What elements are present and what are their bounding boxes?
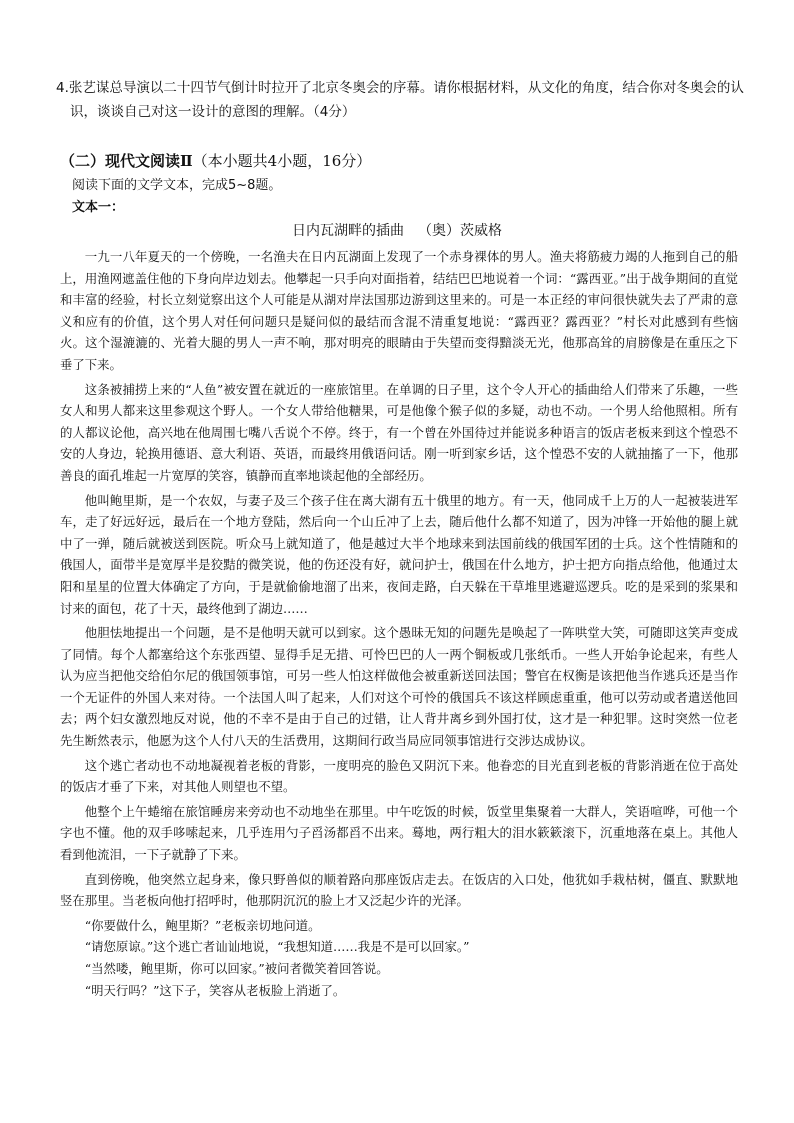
question-4: 4.张艺谋总导演以二十四节气倒计时拉开了北京冬奥会的序幕。请你根据材料，从文化的角度，结合你对冬奥会的认识，谈谈自己对这一设计的意图的理解。（4分） bbox=[56, 80, 744, 120]
section-title: （二）现代文阅读Ⅱ bbox=[60, 152, 193, 170]
article-dialog-line: “请您原谅。”这个逃亡者讪讪地说，“我想知道……我是不是可以回家。” bbox=[84, 939, 470, 955]
article-paragraph: 直到傍晚，他突然立起身来，像只野兽似的顺着路向那座饭店走去。在饭店的入口处，他犹如手栽枯树，僵直、默默地竖在那里。当老板向他打招呼时，他那阴沉沉的脸上才又泛起少许的光泽。 bbox=[60, 871, 738, 909]
article-paragraph: 这个逃亡者动也不动地凝视着老板的背影，一度明亮的脸色又阴沉下来。他眷恋的目光直到老板的背影消逝在位于高处的饭店才垂了下来，对其他人则望也不望。 bbox=[60, 757, 738, 795]
article-paragraph: 这条被捕捞上来的“人鱼”被安置在就近的一座旅馆里。在单调的日子里，这个令人开心的插曲给人们带来了乐趣，一些女人和男人都来这里参观这个野人。一个女人带给他糖果，可是他像个猴子似的多疑，动也不动。一个男人给他照相。所有的人都议论他，高兴地在他周围七嘴八舌说个不停。终于，有一个曾在外国待过并能说多种语言的饭店老板来到这个惶恐不安的人身边，轮换用德语、意大利语、英语，而最终用俄语问话。刚一听到家乡话，这个惶恐不安的人就抽搐了一下，他那善良的面孔堆起一片宽厚的笑容，镇静而直率地谈起他的全部经历。 bbox=[60, 381, 738, 483]
reading-instruction: 阅读下面的文学文本，完成5~8题。 bbox=[72, 178, 282, 193]
article-title: 日内瓦湖畔的插曲 bbox=[292, 223, 404, 239]
article-dialog-line: “明天行吗？”这下子，笑容从老板脸上消逝了。 bbox=[84, 982, 346, 998]
section-heading bbox=[60, 150, 371, 172]
article-paragraph: 他叫鲍里斯，是一个农奴，与妻子及三个孩子住在离大湖有五十俄里的地方。有一天，他同成千上万的人一起被装进军车，走了好远好远，最后在一个地方登陆，然后向一个山丘冲了上去，随后他什么都不知道了，因为冲锋一开始他的腿上就中了一弹，随后就被送到医院。听众马上就知道了，他是越过大半个地球来到法国前线的俄国军团的士兵。这个性情随和的俄国人，面带半是宽厚半是狡黠的微笑说，他的伤还没有好，就问护士，俄国在什么地方，护士把方向指点给他，他通过太阳和星星的位置大体确定了方向，于是就偷偷地溜了出来，夜间走路，白天躲在干草堆里逃避巡逻兵。吃的是采到的浆果和讨来的面包，花了十天，最终他到了湖边…… bbox=[60, 492, 738, 616]
article-dialog-line: “你要做什么，鲍里斯？”老板亲切地问道。 bbox=[84, 917, 321, 933]
article-body bbox=[60, 246, 738, 1001]
article-paragraph: 他整个上午蜷缩在旅馆睡房来旁动也不动地坐在那里。中午吃饭的时候，饭堂里集聚着一大群人，笑语喧哗，可他一个字也不懂。他的双手哆嗦起来，几乎连用勺子舀汤都舀不出来。蓦地，两行粗大的泪水簌簌滚下，沉重地落在桌上。其他人看到他流泪，一下子就静了下来。 bbox=[60, 803, 738, 863]
article-heading bbox=[0, 220, 794, 242]
text-label: 文本一： bbox=[72, 200, 125, 215]
article-paragraph: 他胆怯地提出一个问题，是不是他明天就可以到家。这个愚昧无知的问题先是唤起了一阵哄堂大笑，可随即这笑声变成了同情。每个人都塞给这个东张西望、显得手足无措、可怜巴巴的人一两个铜板或几张纸币。一些人开始争论起来，有些人认为应当把他交给伯尔尼的俄国领事馆，可另一些人怕这样做他会被重新送回法国；警官在权衡是该把他当作逃兵还是当作一个无证件的外国人来对待。一个法国人叫了起来，人们对这个可怜的俄国兵不该这样顾虑重重，他可以劳动或者遣送他回去；两个妇女激烈地反对说，他的不幸不是由于自己的过错，让人背井离乡到外国打仗，这才是一种犯罪。这时突然一位老先生断然表示，他愿为这个人付八天的生活费用，这期间行政当局应同领事馆进行交涉达成协议。 bbox=[60, 625, 738, 749]
article-paragraph: 一九一八年夏天的一个傍晚，一名渔夫在日内瓦湖面上发现了一个赤身裸体的男人。渔夫将筋疲力竭的人拖到自己的船上，用渔网遮盖住他的下身向岸边划去。他攀起一只手向对面指着，结结巴巴地说着一个词：“露西亚。”出于战争期间的直觉和丰富的经验，村长立刻觉察出这个人可能是从湖对岸法国那边游到这里来的。可是一本正经的审问很快就失去了严肃的意义和应有的价值，这个男人对任何问题只是疑问似的最结而含混不清重复地说：“露西亚？露西亚？”村长对此感到有些恼火。这个湿漉漉的、光着大腿的男人一声不响，那对明亮的眼睛由于失望而变得黯淡无光，他那高耸的肩膀像是在重压之下垂了下来。 bbox=[60, 249, 738, 372]
article-dialog-line: “当然喽，鲍里斯，你可以回家。”被问者微笑着回答说。 bbox=[84, 961, 389, 976]
section-score-note: （本小题共4小题，16分） bbox=[192, 152, 372, 170]
article-author: （奥）茨威格 bbox=[418, 223, 502, 239]
